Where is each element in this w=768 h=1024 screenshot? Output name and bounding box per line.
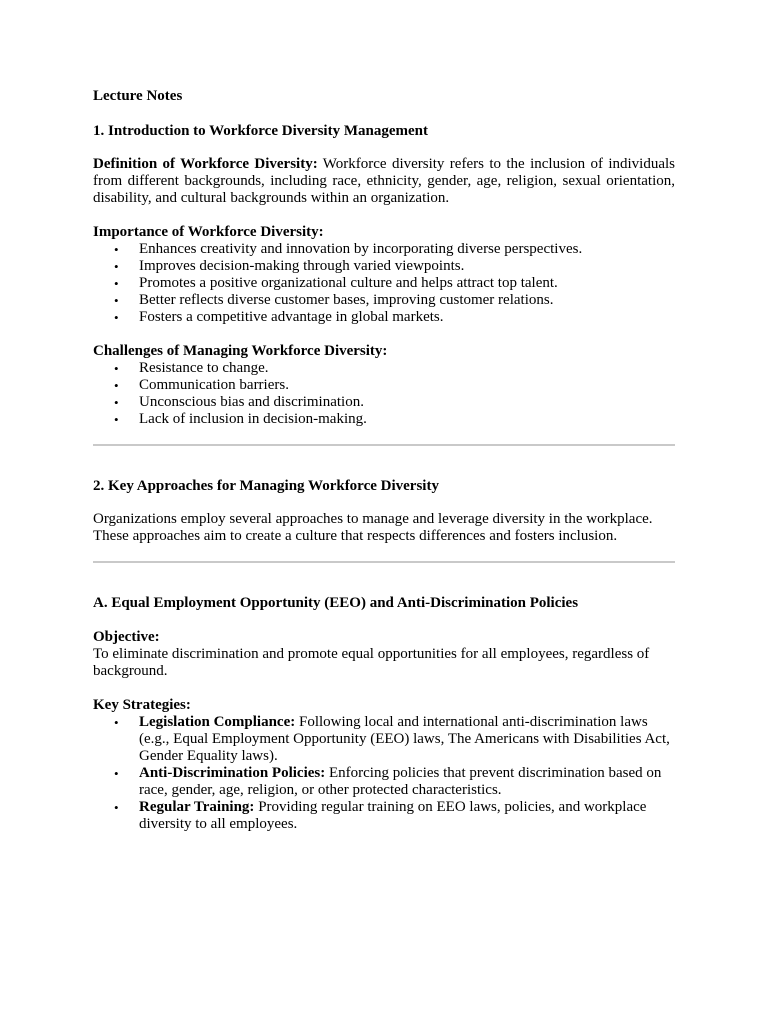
section-2-heading: 2. Key Approaches for Managing Workforce Diversity (93, 478, 439, 494)
bullet-icon: • (114, 412, 119, 427)
list-item (93, 765, 675, 799)
objective-label: Objective: (93, 629, 160, 645)
definition-term: Definition of Workforce Diversity: (93, 156, 318, 172)
list-item (93, 714, 675, 765)
challenges-list (93, 360, 675, 428)
strategy-term: Anti-Discrimination Policies: (139, 765, 326, 781)
section-2-paragraph: Organizations employ several approaches to manage and leverage diversity in the workplace. These approaches aim to create a culture that respects differences and fosters inclusion. (93, 511, 653, 544)
strategy-term: Regular Training: (139, 799, 255, 815)
key-strategies-heading: Key Strategies: (93, 697, 191, 713)
section-a-heading: A. Equal Employment Opportunity (EEO) and Anti-Discrimination Policies (93, 595, 579, 611)
list-item: • Unconscious bias and discrimination. (114, 394, 364, 410)
list-item: • Enhances creativity and innovation by incorporating diverse perspectives. (114, 241, 583, 257)
bullet-icon: • (114, 293, 119, 308)
document-header: Lecture Notes (93, 88, 183, 104)
bullet-icon: • (114, 259, 119, 274)
list-item: • Promotes a positive organizational culture and helps attract top talent. (114, 275, 558, 291)
strategy-text: Providing regular training on EEO laws, policies, and workplace diversity to all employees. (139, 799, 647, 832)
objective-text: To eliminate discrimination and promote equal opportunities for all employees, regardless of background. (93, 646, 650, 679)
list-item (93, 799, 675, 833)
strategy-term: Legislation Compliance: (139, 714, 296, 730)
list-item: • Communication barriers. (114, 377, 289, 393)
challenges-heading: Challenges of Managing Workforce Diversity: (93, 343, 388, 359)
section-1-heading: 1. Introduction to Workforce Diversity Management (93, 123, 428, 139)
strategy-text: Following local and international anti-discrimination laws (e.g., Equal Employment Opportunity (EEO) laws, The Americans with Disabilities Act, Gender Equality laws). (139, 714, 670, 764)
bullet-icon: • (114, 766, 119, 781)
bullet-icon: • (114, 361, 119, 376)
importance-heading: Importance of Workforce Diversity: (93, 224, 324, 240)
bullet-icon: • (114, 395, 119, 410)
strategies-list (93, 714, 675, 833)
bullet-icon: • (114, 276, 119, 291)
definition-text: Workforce diversity refers to the inclusion of individuals from different backgrounds, including race, ethnicity, gender, age, religion, sexual orientation, disability, and cultural backgrounds within an organization. (93, 156, 675, 206)
bullet-icon: • (114, 242, 119, 257)
list-item: • Better reflects diverse customer bases, improving customer relations. (114, 292, 554, 308)
list-item: • Improves decision-making through varied viewpoints. (114, 258, 465, 274)
section-divider (93, 444, 675, 446)
list-item: • Resistance to change. (114, 360, 269, 376)
definition-paragraph (93, 156, 675, 207)
document-page (93, 88, 675, 833)
importance-list (93, 241, 675, 326)
bullet-icon: • (114, 800, 119, 815)
bullet-icon: • (114, 715, 119, 730)
section-divider (93, 561, 675, 563)
list-item: • Fosters a competitive advantage in global markets. (114, 309, 444, 325)
bullet-icon: • (114, 378, 119, 393)
list-item: • Lack of inclusion in decision-making. (114, 411, 367, 427)
strategy-text: Enforcing policies that prevent discrimination based on race, gender, age, religion, or other protected characteristics. (139, 765, 662, 798)
bullet-icon: • (114, 310, 119, 325)
